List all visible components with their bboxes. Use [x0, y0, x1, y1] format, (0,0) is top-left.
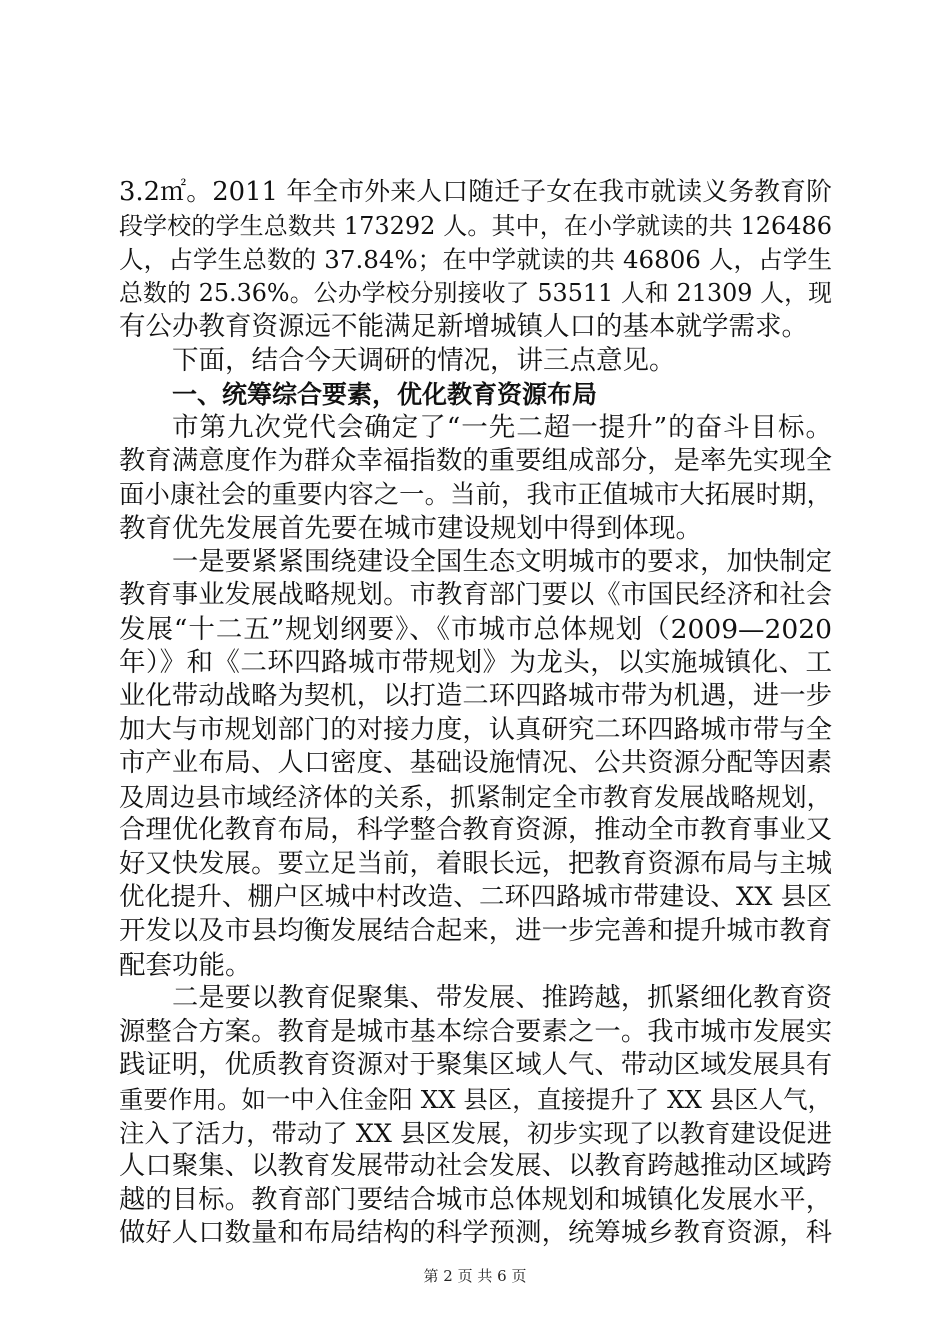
- body-line: 重要作用。如一中入住金阳 XX 县区，直接提升了 XX 县区人气，: [119, 1085, 832, 1115]
- body-line: 开发以及市县均衡发展结合起来，进一步完善和提升城市教育: [119, 916, 832, 947]
- body-line: 配套功能。: [119, 949, 252, 981]
- body-line: 教育满意度作为群众幸福指数的重要组成部分，是率先实现全: [119, 445, 832, 476]
- body-line: 及周边县市域经济体的关系，抓紧制定全市教育发展战略规划，: [119, 781, 832, 812]
- body-line: 做好人口数量和布局结构的科学预测，统筹城乡教育资源，科: [119, 1218, 832, 1249]
- page-number-footer: 第 2 页 共 6 页: [423, 1267, 527, 1285]
- body-line: 加大与市规划部门的对接力度，认真研究二环四路城市带与全: [119, 714, 832, 745]
- section-heading: 一、统筹综合要素，优化教育资源布局: [172, 379, 598, 409]
- body-line: 面小康社会的重要内容之一。当前，我市正值城市大拓展时期，: [119, 479, 832, 510]
- body-line: 越的目标。教育部门要结合城市总体规划和城镇化发展水平，: [119, 1184, 832, 1215]
- body-line: 二是要以教育促聚集、带发展、推跨越，抓紧细化教育资: [172, 983, 832, 1014]
- body-line: 教育优先发展首先要在城市建设规划中得到体现。: [119, 512, 702, 544]
- body-line: 3.2㎡。2011 年全市外来人口随迁子女在我市就读义务教育阶: [119, 177, 832, 207]
- body-line: 合理优化教育布局，科学整合教育资源，推动全市教育事业又: [119, 815, 832, 846]
- body-line: 业化带动战略为契机，以打造二环四路城市带为机遇，进一步: [119, 680, 832, 711]
- body-line: 下面，结合今天调研的情况，讲三点意见。: [172, 344, 676, 376]
- document-body: [119, 176, 832, 1251]
- body-line: 源整合方案。教育是城市基本综合要素之一。我市城市发展实: [119, 1016, 832, 1047]
- body-line: 有公办教育资源远不能满足新增城镇人口的基本就学需求。: [119, 311, 808, 343]
- body-line: 践证明，优质教育资源对于聚集区域人气、带动区域发展具有: [119, 1050, 832, 1081]
- body-line: 教育事业发展战略规划。市教育部门要以《市国民经济和社会: [119, 580, 832, 611]
- body-line: 好又快发展。要立足当前，着眼长远，把教育资源布局与主城: [119, 848, 832, 879]
- body-line: 总数的 25.36%。公办学校分别接收了 53511 人和 21309 人，现: [119, 278, 832, 307]
- body-line: 人，占学生总数的 37.84%；在中学就读的共 46806 人，占学生: [119, 245, 832, 275]
- body-line: 市产业布局、人口密度、基础设施情况、公共资源分配等因素: [119, 748, 832, 779]
- body-line: 市第九次党代会确定了“一先二超一提升”的奋斗目标。: [172, 412, 832, 444]
- body-line: 注入了活力，带动了 XX 县区发展，初步实现了以教育建设促进: [119, 1118, 832, 1148]
- body-line: 人口聚集、以教育发展带动社会发展、以教育跨越推动区域跨: [119, 1151, 832, 1182]
- body-line: 段学校的学生总数共 173292 人。其中，在小学就读的共 126486: [119, 211, 832, 240]
- body-line: 一是要紧紧围绕建设全国生态文明城市的要求，加快制定: [172, 546, 832, 577]
- body-line: 发展“十二五”规划纲要》、《市城市总体规划（2009—2020: [119, 613, 832, 645]
- body-line: 年）》和《二环四路城市带规划》为龙头，以实施城镇化、工: [119, 647, 832, 679]
- body-line: 优化提升、棚户区城中村改造、二环四路城市带建设、XX 县区: [119, 882, 832, 913]
